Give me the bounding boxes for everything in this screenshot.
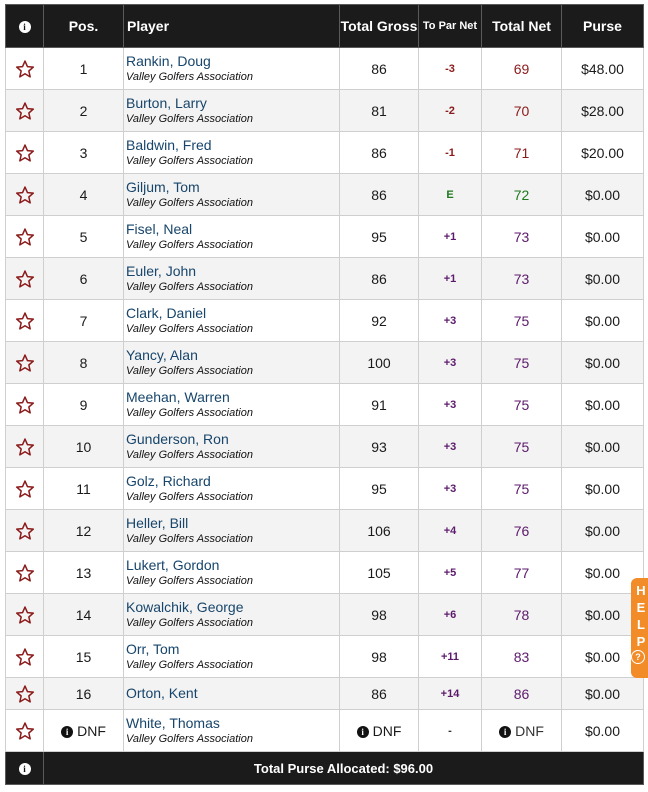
player-association: Valley Golfers Association xyxy=(126,406,253,419)
total-gross: 92 xyxy=(371,312,387,329)
total-gross: 106 xyxy=(367,522,391,539)
table-row[interactable] xyxy=(6,594,644,636)
purse: $0.00 xyxy=(584,606,621,623)
player-cell[interactable] xyxy=(124,48,340,90)
table-row[interactable] xyxy=(6,258,644,300)
total-net: 73 xyxy=(513,228,530,245)
footer-info-cell[interactable] xyxy=(6,752,44,785)
total-net: 69 xyxy=(513,60,530,77)
position-cell xyxy=(44,48,124,90)
header-player[interactable]: Player xyxy=(124,5,340,48)
star-icon xyxy=(15,479,35,499)
to-par-cell xyxy=(419,90,482,132)
total-gross-cell xyxy=(340,678,419,710)
purse: $0.00 xyxy=(584,438,621,455)
total-net-cell xyxy=(482,384,562,426)
position: 11 xyxy=(76,480,91,497)
position-cell xyxy=(44,468,124,510)
total-purse-label: Total Purse Allocated: $96.00 xyxy=(44,752,644,785)
favorite-star-button[interactable] xyxy=(6,384,44,426)
player-cell[interactable] xyxy=(124,384,340,426)
total-net: 75 xyxy=(513,438,530,455)
total-net: 76 xyxy=(513,522,530,539)
purse: $48.00 xyxy=(581,60,624,77)
table-row[interactable] xyxy=(6,132,644,174)
player-name-link[interactable]: Baldwin, Fred xyxy=(126,136,212,153)
total-net: 83 xyxy=(513,648,530,665)
to-par-cell xyxy=(419,636,482,678)
to-par-net: +3 xyxy=(443,356,457,369)
position: 3 xyxy=(79,144,88,161)
header-row xyxy=(6,5,644,48)
to-par-net: +3 xyxy=(443,440,457,453)
player-name-link[interactable]: Kowalchik, George xyxy=(126,598,244,615)
purse-cell xyxy=(562,678,644,710)
favorite-star-button[interactable] xyxy=(6,216,44,258)
purse-cell xyxy=(562,216,644,258)
purse: $0.00 xyxy=(584,522,621,539)
help-letter: H xyxy=(636,583,646,598)
total-net: 86 xyxy=(513,685,530,702)
player-cell[interactable] xyxy=(124,594,340,636)
to-par-cell xyxy=(419,174,482,216)
total-gross: DNF xyxy=(372,722,402,739)
table-row[interactable] xyxy=(6,300,644,342)
total-net-cell xyxy=(482,216,562,258)
position-cell xyxy=(44,174,124,216)
purse: $0.00 xyxy=(584,354,621,371)
info-icon[interactable]: i xyxy=(19,21,31,33)
table-row[interactable] xyxy=(6,48,644,90)
total-net-cell xyxy=(482,90,562,132)
total-gross-cell xyxy=(340,552,419,594)
purse-cell xyxy=(562,468,644,510)
total-gross-cell xyxy=(340,48,419,90)
position: DNF xyxy=(77,722,106,739)
to-par-net: -3 xyxy=(445,62,455,75)
player-association: Valley Golfers Association xyxy=(126,154,253,167)
star-icon xyxy=(15,143,35,163)
position: 9 xyxy=(79,396,88,413)
to-par-cell xyxy=(419,594,482,636)
favorite-star-button[interactable] xyxy=(6,48,44,90)
total-gross: 98 xyxy=(371,606,387,623)
player-association: Valley Golfers Association xyxy=(126,574,253,587)
table-row[interactable] xyxy=(6,216,644,258)
player-name-link[interactable]: Yancy, Alan xyxy=(126,346,198,363)
total-gross-cell xyxy=(340,342,419,384)
position: 10 xyxy=(75,438,92,455)
help-question-icon: ? xyxy=(631,650,645,664)
star-icon xyxy=(15,101,35,121)
purse: $0.00 xyxy=(584,685,621,702)
total-gross: 86 xyxy=(371,685,387,702)
favorite-star-button[interactable] xyxy=(6,342,44,384)
to-par-net: +14 xyxy=(440,687,460,700)
player-cell[interactable] xyxy=(124,710,340,752)
to-par-net: -1 xyxy=(445,146,455,159)
to-par-net: +3 xyxy=(443,482,457,495)
to-par-cell xyxy=(419,426,482,468)
star-icon xyxy=(15,311,35,331)
star-icon xyxy=(15,437,35,457)
star-icon xyxy=(15,353,35,373)
header-pos[interactable]: Pos. xyxy=(44,5,124,48)
to-par-net: +4 xyxy=(443,524,457,537)
position: 12 xyxy=(75,522,92,539)
player-name-link[interactable]: Orton, Kent xyxy=(126,685,198,701)
position-cell xyxy=(44,552,124,594)
position-cell xyxy=(44,426,124,468)
header-total-net[interactable]: Total Net xyxy=(482,5,562,48)
table-row[interactable] xyxy=(6,510,644,552)
player-association: Valley Golfers Association xyxy=(126,364,253,377)
total-net: DNF xyxy=(515,722,544,739)
star-icon xyxy=(15,684,35,704)
position-cell xyxy=(44,678,124,710)
player-name-link[interactable]: Meehan, Warren xyxy=(126,388,230,405)
player-cell[interactable] xyxy=(124,342,340,384)
header-info-cell[interactable] xyxy=(6,5,44,48)
total-net: 78 xyxy=(513,606,530,623)
position: 5 xyxy=(79,228,88,245)
player-association: Valley Golfers Association xyxy=(126,448,253,461)
favorite-star-button[interactable] xyxy=(6,300,44,342)
purse-cell xyxy=(562,90,644,132)
table-row[interactable] xyxy=(6,384,644,426)
header-to-par-net[interactable]: To Par Net xyxy=(419,5,482,48)
to-par-net: +6 xyxy=(443,608,457,621)
player-cell[interactable] xyxy=(124,90,340,132)
position: 16 xyxy=(75,685,92,702)
table-row[interactable] xyxy=(6,174,644,216)
favorite-star-button[interactable] xyxy=(6,468,44,510)
total-net-cell xyxy=(482,552,562,594)
favorite-star-button[interactable] xyxy=(6,426,44,468)
purse: $0.00 xyxy=(584,564,621,581)
header-purse[interactable]: Purse xyxy=(562,5,644,48)
info-icon[interactable]: i xyxy=(19,763,31,775)
total-gross-cell xyxy=(340,636,419,678)
to-par-cell xyxy=(419,710,482,752)
total-net-cell xyxy=(482,426,562,468)
table-row[interactable] xyxy=(6,636,644,678)
table-row[interactable] xyxy=(6,552,644,594)
favorite-star-button[interactable] xyxy=(6,552,44,594)
leaderboard-table xyxy=(5,4,644,785)
info-icon[interactable]: i xyxy=(61,726,73,738)
help-letter: E xyxy=(636,600,646,615)
total-gross-cell xyxy=(340,384,419,426)
star-icon xyxy=(15,269,35,289)
favorite-star-button[interactable] xyxy=(6,510,44,552)
total-net-cell xyxy=(482,510,562,552)
player-association: Valley Golfers Association xyxy=(126,238,253,251)
star-icon xyxy=(15,521,35,541)
star-icon xyxy=(15,227,35,247)
total-gross-cell xyxy=(340,594,419,636)
total-gross: 95 xyxy=(371,228,387,245)
to-par-cell xyxy=(419,300,482,342)
player-cell[interactable] xyxy=(124,174,340,216)
table-row[interactable] xyxy=(6,468,644,510)
position-cell xyxy=(44,636,124,678)
total-net-cell xyxy=(482,132,562,174)
player-cell[interactable] xyxy=(124,468,340,510)
total-gross: 98 xyxy=(371,648,387,665)
player-name-link[interactable]: Rankin, Doug xyxy=(126,52,211,69)
total-gross-cell xyxy=(340,300,419,342)
info-icon[interactable]: i xyxy=(357,726,369,738)
to-par-net: +1 xyxy=(443,230,457,243)
player-name-link[interactable]: Fisel, Neal xyxy=(126,220,193,237)
total-gross: 105 xyxy=(367,564,391,581)
to-par-cell xyxy=(419,468,482,510)
purse-cell xyxy=(562,48,644,90)
header-total-gross[interactable]: Total Gross xyxy=(340,5,419,48)
help-tab[interactable] xyxy=(631,578,648,678)
total-net: 70 xyxy=(513,102,530,119)
to-par-cell xyxy=(419,342,482,384)
position: 15 xyxy=(75,648,92,665)
table-row[interactable] xyxy=(6,710,644,752)
total-gross-cell xyxy=(340,710,419,752)
to-par-net: +3 xyxy=(443,314,457,327)
total-gross: 86 xyxy=(371,60,387,77)
player-association: Valley Golfers Association xyxy=(126,732,253,745)
position: 4 xyxy=(79,186,88,203)
total-net: 73 xyxy=(513,270,530,287)
player-association: Valley Golfers Association xyxy=(126,112,253,125)
player-association: Valley Golfers Association xyxy=(126,658,253,671)
table-row[interactable] xyxy=(6,90,644,132)
total-net-cell xyxy=(482,258,562,300)
player-association: Valley Golfers Association xyxy=(126,280,253,293)
total-net-cell xyxy=(482,636,562,678)
position: 14 xyxy=(75,606,92,623)
total-net-cell xyxy=(482,594,562,636)
star-icon xyxy=(15,395,35,415)
favorite-star-button[interactable] xyxy=(6,258,44,300)
favorite-star-button[interactable] xyxy=(6,594,44,636)
purse-cell xyxy=(562,258,644,300)
to-par-cell xyxy=(419,48,482,90)
purse: $0.00 xyxy=(584,228,621,245)
player-association: Valley Golfers Association xyxy=(126,616,253,629)
purse-cell xyxy=(562,384,644,426)
player-cell[interactable] xyxy=(124,132,340,174)
total-net-cell xyxy=(482,342,562,384)
purse-cell xyxy=(562,710,644,752)
position: 7 xyxy=(79,312,88,329)
purse-cell xyxy=(562,300,644,342)
star-icon xyxy=(15,563,35,583)
to-par-net: E xyxy=(446,188,454,201)
total-gross-cell xyxy=(340,510,419,552)
info-icon[interactable]: i xyxy=(499,726,511,738)
favorite-star-button[interactable] xyxy=(6,710,44,752)
total-net-cell xyxy=(482,468,562,510)
favorite-star-button[interactable] xyxy=(6,90,44,132)
to-par-cell xyxy=(419,510,482,552)
total-net-cell xyxy=(482,300,562,342)
help-letter: L xyxy=(637,617,645,632)
position: 2 xyxy=(79,102,88,119)
purse: $0.00 xyxy=(584,648,621,665)
player-association: Valley Golfers Association xyxy=(126,70,253,83)
player-cell[interactable] xyxy=(124,216,340,258)
purse-cell xyxy=(562,174,644,216)
position: 6 xyxy=(79,270,88,287)
total-net-cell xyxy=(482,48,562,90)
player-cell[interactable] xyxy=(124,300,340,342)
to-par-net: +5 xyxy=(443,566,457,579)
total-gross: 100 xyxy=(367,354,391,371)
position-cell xyxy=(44,342,124,384)
total-net-cell xyxy=(482,678,562,710)
to-par-cell xyxy=(419,258,482,300)
purse: $0.00 xyxy=(584,186,621,203)
total-gross-cell xyxy=(340,174,419,216)
position-cell xyxy=(44,90,124,132)
player-name-link[interactable]: Giljum, Tom xyxy=(126,178,200,195)
position-cell xyxy=(44,594,124,636)
purse: $0.00 xyxy=(584,480,621,497)
to-par-cell xyxy=(419,216,482,258)
to-par-net: +1 xyxy=(443,272,457,285)
player-cell[interactable] xyxy=(124,552,340,594)
to-par-net: +3 xyxy=(443,398,457,411)
player-name-link[interactable]: White, Thomas xyxy=(126,714,220,731)
player-association: Valley Golfers Association xyxy=(126,322,253,335)
total-gross-cell xyxy=(340,468,419,510)
purse-cell xyxy=(562,426,644,468)
total-gross-cell xyxy=(340,216,419,258)
star-icon xyxy=(15,605,35,625)
player-name-link[interactable]: Lukert, Gordon xyxy=(126,556,220,573)
player-cell[interactable] xyxy=(124,678,340,710)
total-gross: 93 xyxy=(371,438,387,455)
position-cell xyxy=(44,300,124,342)
total-net: 71 xyxy=(513,144,530,161)
player-association: Valley Golfers Association xyxy=(126,532,253,545)
purse: $0.00 xyxy=(584,722,621,739)
player-cell[interactable] xyxy=(124,258,340,300)
favorite-star-button[interactable] xyxy=(6,132,44,174)
footer-row xyxy=(6,752,644,785)
star-icon xyxy=(15,59,35,79)
leaderboard-body xyxy=(6,48,644,752)
favorite-star-button[interactable] xyxy=(6,636,44,678)
purse-cell xyxy=(562,342,644,384)
total-gross-cell xyxy=(340,132,419,174)
position-cell xyxy=(44,216,124,258)
total-gross: 86 xyxy=(371,144,387,161)
to-par-net: -2 xyxy=(445,104,455,117)
position-cell xyxy=(44,258,124,300)
total-net: 75 xyxy=(513,354,530,371)
player-name-link[interactable]: Clark, Daniel xyxy=(126,304,207,321)
player-name-link[interactable]: Burton, Larry xyxy=(126,94,207,111)
table-row[interactable] xyxy=(6,342,644,384)
total-net-cell xyxy=(482,710,562,752)
help-letter: P xyxy=(636,634,646,649)
favorite-star-button[interactable] xyxy=(6,678,44,710)
player-name-link[interactable]: Golz, Richard xyxy=(126,472,211,489)
player-association: Valley Golfers Association xyxy=(126,490,253,503)
total-net: 75 xyxy=(513,312,530,329)
player-name-link[interactable]: Gunderson, Ron xyxy=(126,430,229,447)
position: 8 xyxy=(79,354,88,371)
position-cell xyxy=(44,384,124,426)
player-cell[interactable] xyxy=(124,426,340,468)
player-cell[interactable] xyxy=(124,510,340,552)
to-par-cell xyxy=(419,552,482,594)
position-cell xyxy=(44,132,124,174)
to-par-net: +11 xyxy=(440,650,460,663)
star-icon xyxy=(15,647,35,667)
player-association: Valley Golfers Association xyxy=(126,196,253,209)
position-cell xyxy=(44,710,124,752)
position: 1 xyxy=(79,60,88,77)
to-par-cell xyxy=(419,384,482,426)
position: 13 xyxy=(75,564,92,581)
purse: $20.00 xyxy=(581,144,624,161)
to-par-cell xyxy=(419,132,482,174)
total-gross: 95 xyxy=(371,480,387,497)
purse-cell xyxy=(562,510,644,552)
star-icon xyxy=(15,185,35,205)
position-cell xyxy=(44,510,124,552)
total-net: 77 xyxy=(513,564,530,581)
purse: $0.00 xyxy=(584,270,621,287)
total-gross-cell xyxy=(340,426,419,468)
total-gross-cell xyxy=(340,90,419,132)
purse-cell xyxy=(562,132,644,174)
total-gross: 81 xyxy=(371,102,387,119)
total-net: 72 xyxy=(513,186,530,203)
total-net-cell xyxy=(482,174,562,216)
purse: $0.00 xyxy=(584,396,621,413)
player-name-link[interactable]: Orr, Tom xyxy=(126,640,180,657)
purse: $28.00 xyxy=(581,102,624,119)
table-row[interactable] xyxy=(6,426,644,468)
total-net: 75 xyxy=(513,396,530,413)
star-icon xyxy=(15,721,35,741)
total-gross: 91 xyxy=(371,396,387,413)
player-name-link[interactable]: Heller, Bill xyxy=(126,514,189,531)
table-row[interactable] xyxy=(6,678,644,710)
player-cell[interactable] xyxy=(124,636,340,678)
purse: $0.00 xyxy=(584,312,621,329)
total-gross: 86 xyxy=(371,186,387,203)
total-gross: 86 xyxy=(371,270,387,287)
favorite-star-button[interactable] xyxy=(6,174,44,216)
to-par-net: - xyxy=(448,724,452,737)
total-net: 75 xyxy=(513,480,530,497)
to-par-cell xyxy=(419,678,482,710)
total-gross-cell xyxy=(340,258,419,300)
player-name-link[interactable]: Euler, John xyxy=(126,262,197,279)
